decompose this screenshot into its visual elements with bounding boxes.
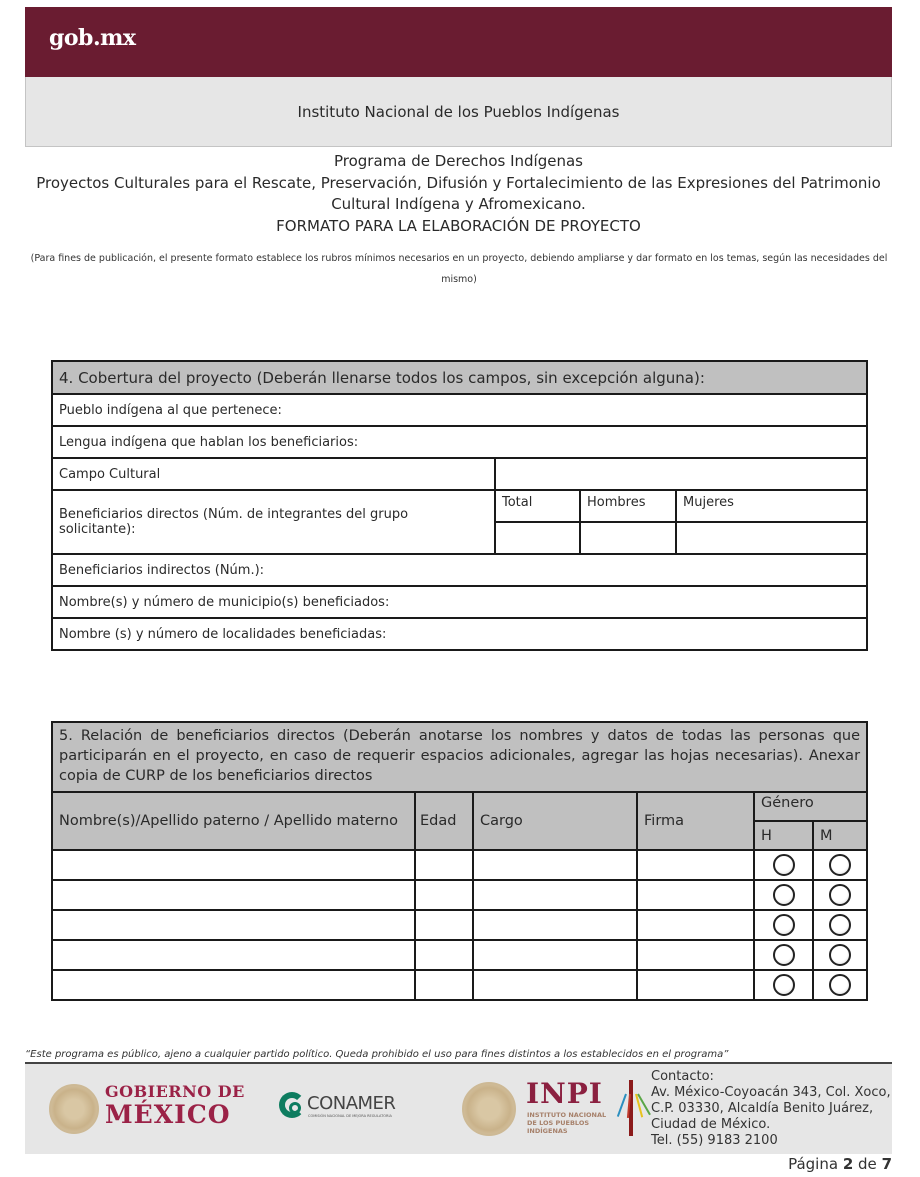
nombre-cell[interactable] — [52, 940, 415, 970]
conamer-mark-icon — [279, 1092, 305, 1118]
nombre-cell[interactable] — [52, 910, 415, 940]
genero-h-cell — [754, 970, 813, 1000]
page-number: Página 2 de 7 — [788, 1155, 892, 1173]
campo-cultural-label: Campo Cultural — [52, 458, 495, 490]
nombre-cell[interactable] — [52, 970, 415, 1000]
ribbon-icon — [617, 1094, 627, 1117]
mujeres-label: Mujeres — [676, 490, 867, 522]
firma-cell[interactable] — [637, 940, 754, 970]
gob-mx-logo[interactable]: gob.mx — [49, 25, 136, 51]
hombres-input[interactable] — [580, 522, 676, 554]
firma-cell[interactable] — [637, 880, 754, 910]
radio-h[interactable] — [773, 884, 795, 906]
col-nombre: Nombre(s)/Apellido paterno / Apellido materno — [52, 792, 415, 850]
edad-cell[interactable] — [415, 970, 473, 1000]
genero-m-cell — [813, 850, 867, 880]
hombres-label: Hombres — [580, 490, 676, 522]
col-edad: Edad — [415, 792, 473, 850]
table-row — [52, 880, 867, 910]
table-row — [52, 970, 867, 1000]
contact-phone: Tel. (55) 9183 2100 — [651, 1133, 778, 1148]
radio-m[interactable] — [829, 974, 851, 996]
lengua-field[interactable]: Lengua indígena que hablan los beneficiarios: — [52, 426, 867, 458]
institute-band — [25, 77, 892, 147]
nombre-cell[interactable] — [52, 850, 415, 880]
cargo-cell[interactable] — [473, 940, 637, 970]
total-label: Total — [495, 490, 580, 522]
mujeres-input[interactable] — [676, 522, 867, 554]
beneficiaries-table — [51, 721, 868, 1001]
total-pages: 7 — [881, 1155, 892, 1173]
total-input[interactable] — [495, 522, 580, 554]
pueblo-field[interactable]: Pueblo indígena al que pertenece: — [52, 394, 867, 426]
program-title: Programa de Derechos Indígenas — [333, 152, 583, 170]
firma-cell[interactable] — [637, 970, 754, 1000]
genero-h-cell — [754, 910, 813, 940]
genero-h-cell — [754, 940, 813, 970]
format-title: FORMATO PARA LA ELABORACIÓN DE PROYECTO — [276, 216, 641, 235]
edad-cell[interactable] — [415, 940, 473, 970]
genero-m-cell — [813, 910, 867, 940]
edad-cell[interactable] — [415, 880, 473, 910]
radio-h[interactable] — [773, 974, 795, 996]
col-genero-h: H — [754, 821, 813, 850]
firma-cell[interactable] — [637, 850, 754, 880]
col-firma: Firma — [637, 792, 754, 850]
radio-m[interactable] — [829, 884, 851, 906]
campo-cultural-input[interactable] — [495, 458, 867, 490]
radio-h[interactable] — [773, 944, 795, 966]
mexico-seal-icon — [462, 1082, 516, 1136]
localidades-field[interactable]: Nombre (s) y número de localidades beneficiadas: — [52, 618, 867, 650]
table-row — [52, 940, 867, 970]
genero-m-cell — [813, 940, 867, 970]
section-4-title: 4. Cobertura del proyecto (Deberán llenarse todos los campos, sin excepción alguna): — [52, 361, 867, 394]
beneficiarios-indirectos-field[interactable]: Beneficiarios indirectos (Núm.): — [52, 554, 867, 586]
inpi-subtitle: INSTITUTO NACIONAL DE LOS PUEBLOS INDÍGENAS — [527, 1111, 607, 1135]
table-row — [52, 910, 867, 940]
radio-h[interactable] — [773, 914, 795, 936]
publication-note: (Para fines de publicación, el presente formato establece los rubros mínimos necesarios en un proyecto, debiendo ampliarse y dar formato en los temas, según las necesidades del mismo) — [30, 253, 888, 285]
document-titles — [25, 151, 892, 237]
institute-name: Instituto Nacional de los Pueblos Indígenas — [297, 102, 620, 121]
section-5-title: 5. Relación de beneficiarios directos (Deberán anotarse los nombres y datos de todas las personas que participarán en el proyecto, en caso de requerir espacios adicionales, agregar las hojas necesarias). Anexar copia de CURP de los beneficiarios directos — [52, 722, 867, 792]
radio-m[interactable] — [829, 914, 851, 936]
municipios-field[interactable]: Nombre(s) y número de municipio(s) beneficiados: — [52, 586, 867, 618]
cargo-cell[interactable] — [473, 910, 637, 940]
gob-header-bar — [25, 7, 892, 77]
gobierno-de-mexico-logo: GOBIERNO DE MÉXICO — [105, 1082, 245, 1129]
table-row — [52, 850, 867, 880]
contact-info: Contacto: Av. México-Coyoacán 343, Col. Xoco, C.P. 03330, Alcaldía Benito Juárez, Ciudad de México. Tel. (55) 9183 2100 — [651, 1069, 891, 1148]
project-subtitle: Proyectos Culturales para el Rescate, Preservación, Difusión y Fortalecimiento de las Expresiones del Patrimonio Cultural Indígena y Afromexicano. — [36, 173, 881, 213]
genero-h-cell — [754, 850, 813, 880]
cargo-cell[interactable] — [473, 970, 637, 1000]
disclaimer: “Este programa es público, ajeno a cualquier partido político. Queda prohibido el uso para fines distintos a los establecidos en el programa” — [25, 1049, 892, 1064]
cargo-cell[interactable] — [473, 880, 637, 910]
radio-m[interactable] — [829, 854, 851, 876]
radio-m[interactable] — [829, 944, 851, 966]
col-genero: Género — [754, 792, 867, 821]
genero-m-cell — [813, 970, 867, 1000]
edad-cell[interactable] — [415, 910, 473, 940]
edad-cell[interactable] — [415, 850, 473, 880]
mexico-seal-icon — [49, 1084, 99, 1134]
nombre-cell[interactable] — [52, 880, 415, 910]
cargo-cell[interactable] — [473, 850, 637, 880]
col-cargo: Cargo — [473, 792, 637, 850]
current-page: 2 — [842, 1155, 854, 1173]
inpi-logo: INPI — [526, 1077, 603, 1110]
beneficiarios-directos-label: Beneficiarios directos (Núm. de integrantes del grupo solicitante): — [52, 490, 495, 554]
coverage-table — [51, 360, 868, 651]
firma-cell[interactable] — [637, 910, 754, 940]
col-genero-m: M — [813, 821, 867, 850]
genero-m-cell — [813, 880, 867, 910]
footer-band: GOBIERNO DE MÉXICO CONAMER COMISIÓN NACIONAL DE MEJORA REGULATORIA INPI INSTITUTO NACIONAL DE LOS PUEBLOS INDÍGENAS Contacto: Av. México-Coyoacán 343, Col. Xoco, C.P. 03330, Alcaldía Benito Juárez, Ciudad de México. Tel. (55) 9183 2100 — [25, 1064, 892, 1154]
radio-h[interactable] — [773, 854, 795, 876]
genero-h-cell — [754, 880, 813, 910]
